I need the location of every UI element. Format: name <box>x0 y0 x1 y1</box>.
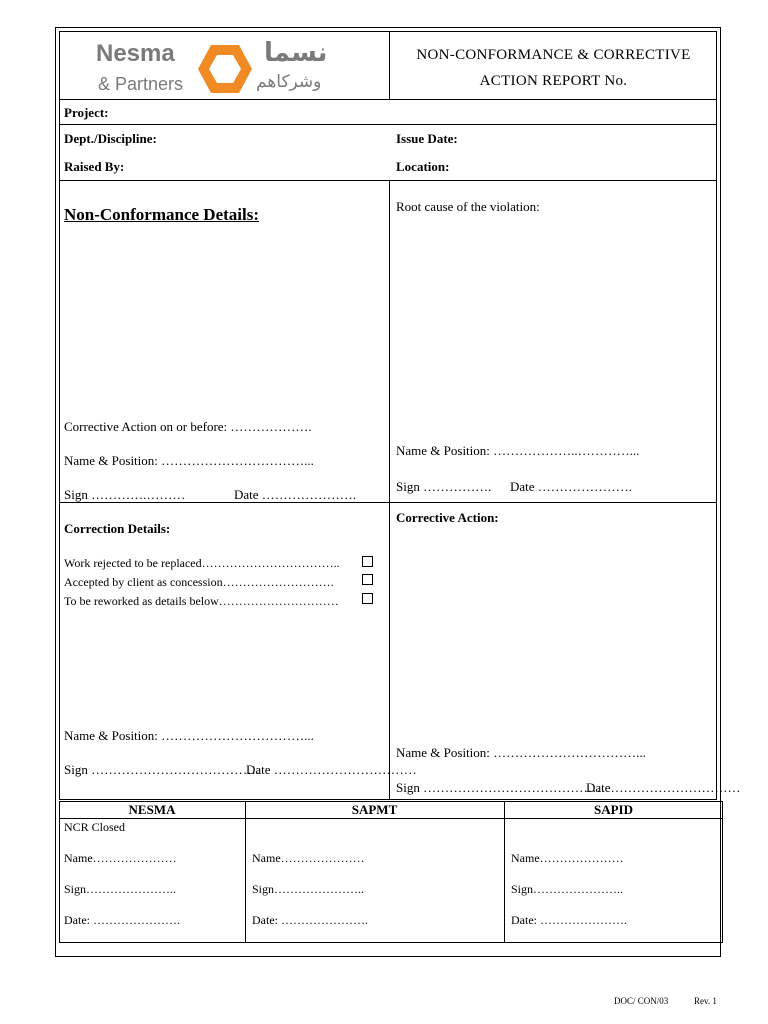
logo-text-nesma: Nesma <box>96 40 175 67</box>
sapid-sign: Sign………………….. <box>511 882 624 896</box>
signoff-header-sapid: SAPID <box>593 802 633 817</box>
project-row-bottom-line <box>59 124 717 125</box>
report-title-line2: ACTION REPORT No. <box>479 73 628 89</box>
ca-date: Date………………………… <box>586 780 741 795</box>
checkbox-replaced[interactable] <box>362 556 373 567</box>
sapid-date: Date: …………………. <box>511 913 627 927</box>
location-label: Location: <box>396 159 450 174</box>
issue-date-label: Issue Date: <box>396 131 458 146</box>
nesma-sign: Sign………………….. <box>64 882 177 896</box>
header-bottom-line <box>59 99 717 100</box>
signoff-col-divider-1 <box>245 801 246 943</box>
ca-name-position: Name & Position: ……………………………... <box>396 745 646 760</box>
nc-sign: Sign ………….……… <box>64 487 186 502</box>
revision: Rev. 1 <box>694 996 717 1006</box>
signoff-header-nesma: NESMA <box>128 802 176 817</box>
logo-text-arabic-partners: وشركاهم <box>256 72 322 92</box>
sapid-name: Name………………… <box>511 851 624 865</box>
correction-item-concession: Accepted by client as concession………………………. <box>64 575 334 589</box>
rc-date: Date …………………. <box>510 479 633 494</box>
correction-item-replaced: Work rejected to be replaced…………………………….. <box>64 556 340 570</box>
section-separator <box>59 502 717 503</box>
doc-code: DOC/ CON/03 <box>614 996 669 1006</box>
correction-details-title: Correction Details: <box>64 521 171 536</box>
middle-divider <box>389 180 390 800</box>
correction-date: Date …………………………… <box>246 762 417 777</box>
signoff-header-sapmt: SAPMT <box>351 802 398 817</box>
ca-sign: Sign …………………………………… <box>396 780 606 795</box>
signoff-header-line <box>59 818 723 819</box>
corrective-action-before: Corrective Action on or before: ………………. <box>64 419 312 434</box>
report-title-line1: NON-CONFORMANCE & CORRECTIVE <box>416 47 691 63</box>
checkbox-concession[interactable] <box>362 574 373 585</box>
form-inner-frame <box>59 31 717 800</box>
corrective-action-title: Corrective Action: <box>396 510 499 525</box>
rc-name-position: Name & Position: ………………..…………... <box>396 443 640 458</box>
signoff-col-divider-2 <box>504 801 505 943</box>
nesma-date: Date: …………………. <box>64 913 180 927</box>
nc-details-title: Non-Conformance Details: <box>64 205 259 224</box>
dept-label: Dept./Discipline: <box>64 131 157 146</box>
sapmt-name: Name………………… <box>252 851 365 865</box>
nesma-name: Name………………… <box>64 851 177 865</box>
company-logo <box>96 40 356 96</box>
correction-item-rework: To be reworked as details below………………………… <box>64 594 339 608</box>
sapmt-date: Date: …………………. <box>252 913 368 927</box>
ncr-closed-label: NCR Closed <box>64 820 126 834</box>
rc-sign: Sign ……………. <box>396 479 492 494</box>
nc-name-position: Name & Position: ……………………………... <box>64 453 314 468</box>
logo-text-partners: & Partners <box>98 74 184 94</box>
correction-sign-text: Sign ………………………………… <box>64 762 261 777</box>
project-label: Project: <box>64 105 109 120</box>
info-bottom-line <box>59 180 717 181</box>
checkbox-rework[interactable] <box>362 593 373 604</box>
correction-sign <box>64 762 260 778</box>
nc-date: Date …………………. <box>234 487 357 502</box>
hexagon-logo-icon <box>196 42 254 96</box>
sapmt-sign: Sign………………….. <box>252 882 365 896</box>
raised-by-label: Raised By: <box>64 159 125 174</box>
correction-name-position: Name & Position: ……………………………... <box>64 728 314 743</box>
logo-text-arabic: نسما <box>264 38 328 68</box>
root-cause-title: Root cause of the violation: <box>396 199 540 214</box>
